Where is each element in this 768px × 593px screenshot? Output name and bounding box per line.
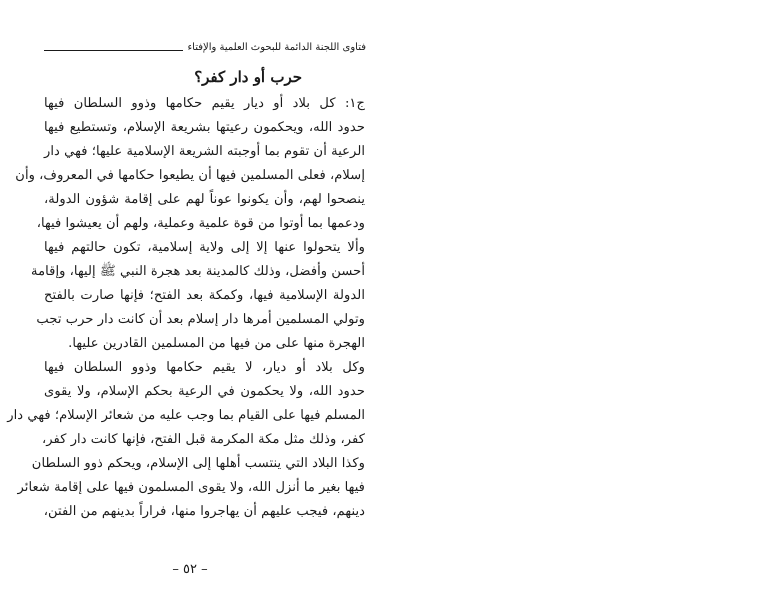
page-number: – ٥٢ – — [172, 562, 208, 577]
text-line: الدولة الإسلامية فيها، وكمكة بعد الفتح؛ فإنها صارت بالفتح — [44, 288, 365, 303]
text-line: كفر، وذلك مثل مكة المكرمة قبل الفتح، فإنها كانت دار كفر، — [42, 432, 365, 447]
header-title: فتاوى اللجنة الدائمة للبحوث العلمية والإفتاء — [187, 42, 366, 53]
text-line: الرعية أن تقوم بما أوجبته الشريعة الإسلامية عليها؛ فهي دار — [44, 144, 365, 159]
running-header — [44, 36, 366, 54]
text-line: المسلم فيها على القيام بما وجب عليه من شعائر الإسلام؛ فهي دار — [7, 408, 365, 423]
text-line: وكذا البلاد التي ينتسب أهلها إلى الإسلام، ويحكم ذوو السلطان — [31, 456, 365, 471]
header-rule — [44, 50, 183, 51]
text-line: دينهم، فيجب عليهم أن يهاجروا منها، فراراً بدينهم من الفتن، — [43, 504, 365, 519]
text-line: أحسن وأفضل، وذلك كالمدينة بعد هجرة النبي ﷺ إليها، وإقامة — [31, 264, 365, 279]
text-line: فيها بغير ما أنزل الله، ولا يقوى المسلمون فيها على إقامة شعائر — [17, 480, 365, 495]
section-heading: حرب أو دار كفر؟ — [194, 68, 302, 86]
text-line: وألا يتحولوا عنها إلا إلى ولاية إسلامية، تكون حالتهم فيها — [44, 240, 365, 255]
text-line: ج١: كل بلاد أو ديار يقيم حكامها وذوو السلطان فيها — [44, 96, 365, 111]
text-line: إسلام، فعلى المسلمين فيها أن يطيعوا حكامها في المعروف، وأن — [15, 168, 365, 183]
text-line: الهجرة منها على من فيها من المسلمين القادرين عليها. — [68, 336, 365, 351]
text-line: ودعمها بما أوتوا من قوة علمية وعملية، ولهم أن يعيشوا فيها، — [36, 216, 365, 231]
text-line: وتولي المسلمين أمرها دار إسلام بعد أن كانت دار حرب تجب — [36, 312, 365, 327]
text-line: وكل بلاد أو ديار، لا يقيم حكامها وذوو السلطان فيها — [44, 360, 365, 375]
text-line: ينصحوا لهم، وأن يكونوا عوناً لهم على إقامة شؤون الدولة، — [44, 192, 365, 207]
text-line: حدود الله، ولا يحكمون في الرعية بحكم الإسلام، ولا يقوى — [44, 384, 365, 399]
text-line: حدود الله، ويحكمون رعيتها بشريعة الإسلام، وتستطيع فيها — [44, 120, 365, 135]
